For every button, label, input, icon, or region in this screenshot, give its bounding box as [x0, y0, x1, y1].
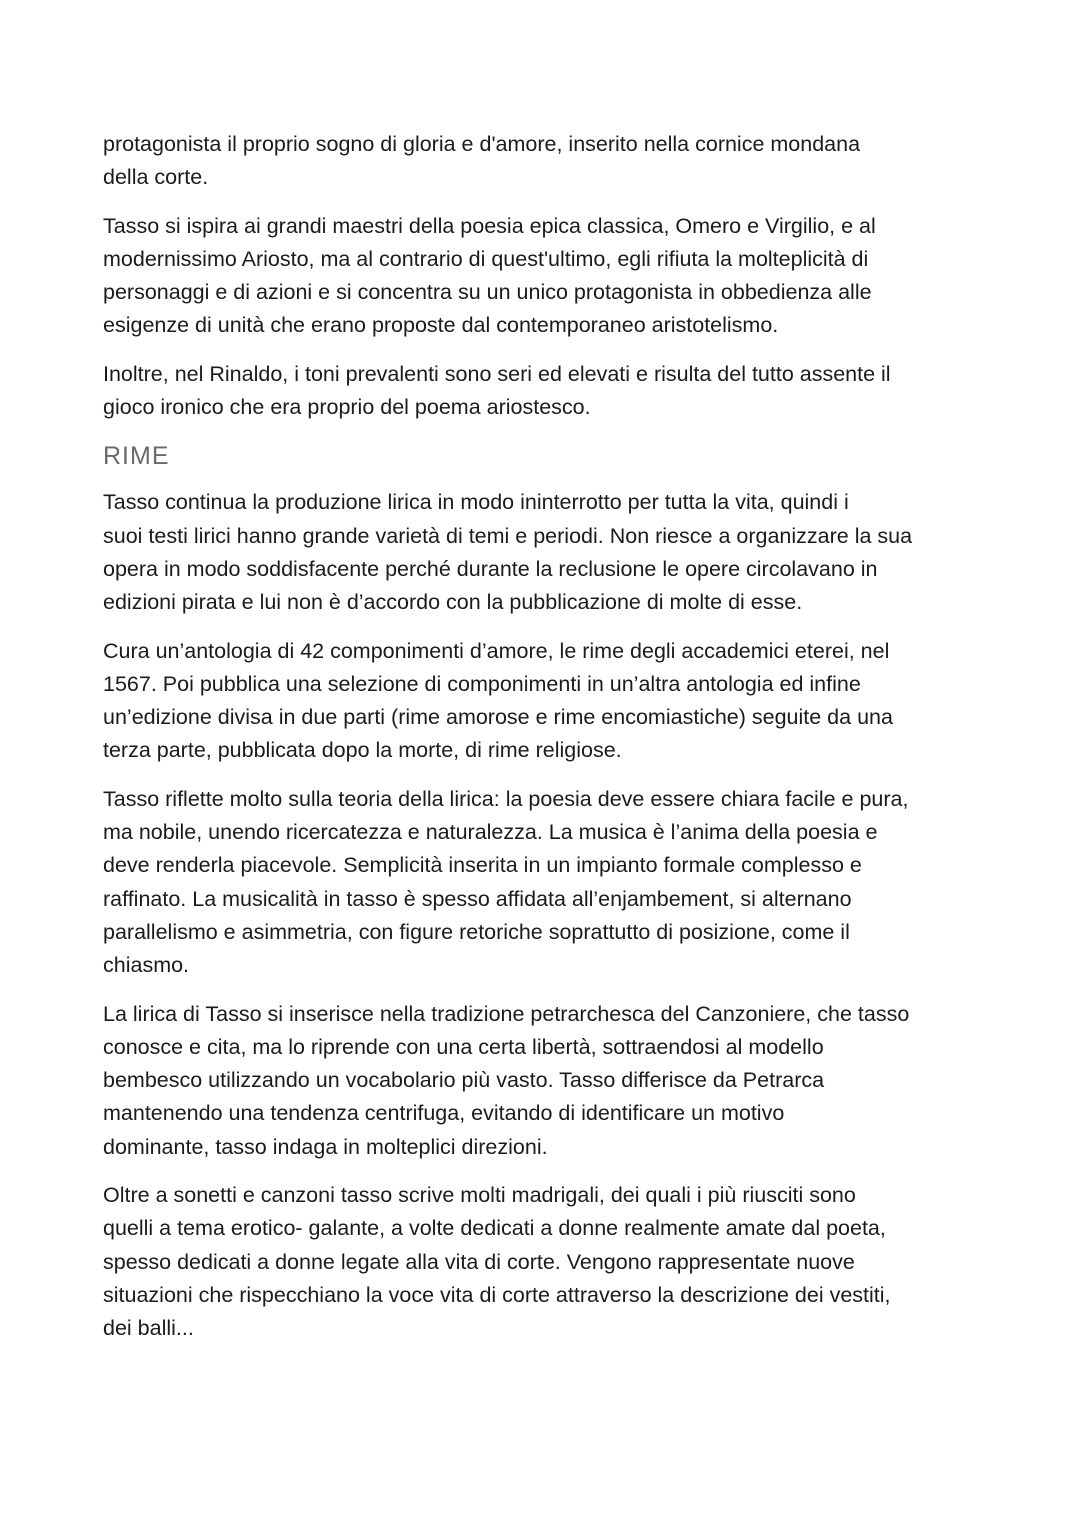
- text-line: Cura un’antologia di 42 componimenti d’amore, le rime degli accademici eterei, nel: [103, 638, 890, 663]
- text-line: Inoltre, nel Rinaldo, i toni prevalenti sono seri ed elevati e risulta del tutto assente il: [103, 361, 891, 386]
- paragraph: [103, 635, 983, 768]
- text-line: raffinato. La musicalità in tasso è spesso affidata all’enjambement, si alternano: [103, 886, 852, 911]
- text-line: spesso dedicati a donne legate alla vita di corte. Vengono rappresentate nuove: [103, 1249, 855, 1274]
- text-line: 1567. Poi pubblica una selezione di componimenti in un’altra antologia ed infine: [103, 671, 861, 696]
- text-line: dominante, tasso indaga in molteplici direzioni.: [103, 1134, 548, 1159]
- text-line: della corte.: [103, 165, 209, 190]
- document-page: [103, 128, 983, 1361]
- text-line: protagonista il proprio sogno di gloria e d'amore, inserito nella cornice mondana: [103, 132, 861, 156]
- text-line: Oltre a sonetti e canzoni tasso scrive molti madrigali, dei quali i più riusciti sono: [103, 1183, 856, 1208]
- section-heading: [103, 439, 983, 473]
- text-line: terza parte, pubblicata dopo la morte, di rime religiose.: [103, 738, 622, 763]
- text-line: edizioni pirata e lui non è d’accordo con la pubblicazione di molte di esse.: [103, 590, 803, 615]
- text-line: personaggi e di azioni e si concentra su un unico protagonista in obbedienza alle: [103, 280, 872, 305]
- paragraph: [103, 128, 983, 195]
- text-line: quelli a tema erotico- galante, a volte dedicati a donne realmente amate dal poeta,: [103, 1216, 886, 1241]
- text-line: Tasso si ispira ai grandi maestri della poesia epica classica, Omero e Virgilio, e al: [103, 213, 876, 238]
- text-line: dei balli...: [103, 1316, 194, 1341]
- text-line: modernissimo Ariosto, ma al contrario di quest'ultimo, egli rifiuta la molteplicità di: [103, 246, 869, 271]
- text-line: Tasso continua la produzione lirica in modo ininterrotto per tutta la vita, quindi i: [103, 490, 849, 515]
- text-line: mantenendo una tendenza centrifuga, evitando di identificare un motivo: [103, 1101, 785, 1126]
- text-line: suoi testi lirici hanno grande varietà di temi e periodi. Non riesce a organizzare la sua: [103, 523, 913, 548]
- text-line: ma nobile, unendo ricercatezza e naturalezza. La musica è l’anima della poesia e: [103, 820, 878, 845]
- heading-text: RIME: [103, 442, 170, 471]
- paragraph: [103, 210, 983, 343]
- paragraph: [103, 486, 983, 619]
- text-line: gioco ironico che era proprio del poema ariostesco.: [103, 395, 591, 420]
- text-line: un’edizione divisa in due parti (rime amorose e rime encomiastiche) seguite da una: [103, 705, 893, 730]
- paragraph: [103, 783, 983, 983]
- text-line: opera in modo soddisfacente perché durante la reclusione le opere circolavano in: [103, 556, 878, 581]
- paragraph: [103, 358, 983, 425]
- text-line: La lirica di Tasso si inserisce nella tradizione petrarchesca del Canzoniere, che tasso: [103, 1001, 910, 1026]
- text-line: deve renderla piacevole. Semplicità inserita in un impianto formale complesso e: [103, 853, 862, 878]
- paragraph: [103, 1179, 983, 1345]
- text-line: chiasmo.: [103, 953, 190, 978]
- paragraph: [103, 998, 983, 1164]
- text-line: situazioni che rispecchiano la voce vita di corte attraverso la descrizione dei vestiti,: [103, 1282, 891, 1307]
- text-line: parallelismo e asimmetria, con figure retoriche soprattutto di posizione, come il: [103, 919, 850, 944]
- text-line: conosce e cita, ma lo riprende con una certa libertà, sottraendosi al modello: [103, 1034, 824, 1059]
- text-line: esigenze di unità che erano proposte dal contemporaneo aristotelismo.: [103, 313, 779, 338]
- text-line: bembesco utilizzando un vocabolario più vasto. Tasso differisce da Petrarca: [103, 1068, 825, 1093]
- text-line: Tasso riflette molto sulla teoria della lirica: la poesia deve essere chiara facile e pura,: [103, 786, 909, 811]
